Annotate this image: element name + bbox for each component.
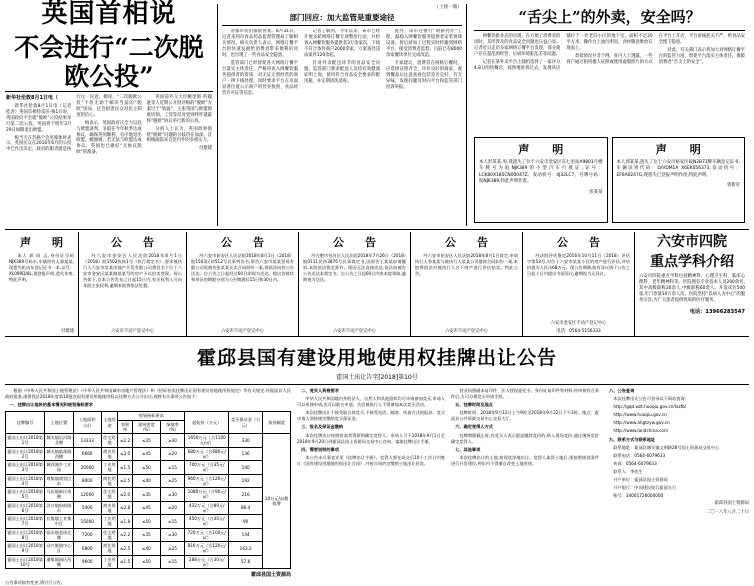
main-headline-block — [5, 0, 213, 92]
notice-issuer: 六安市不动产登记中心 — [333, 329, 376, 334]
land-notice-title: 霍邱县国有建设用地使用权挂牌出让公告 — [196, 347, 557, 369]
cell-price: 1650万元（合1100元/㎡） — [185, 434, 229, 448]
table-row — [6, 501, 291, 515]
land-notice-number: 霍国土出让告字[2018]第10号 — [5, 372, 749, 385]
land-website[interactable]: http://www.huoqiu.gov.cn — [613, 412, 667, 418]
cell-far: ≤2.5 — [118, 474, 133, 488]
th-far: 容积率 — [118, 420, 133, 434]
land-section-heading: 一、挂牌出让地块的基本情况和规划指标要求 — [9, 402, 93, 408]
notice-announcement-2 — [187, 232, 299, 336]
land-paragraph: 本次挂牌出让按照价高者得原则确定竞得人。申请人可于2018年9月1日至2018年9月20日到霍邱县国土资源局交易中心咨询、索取挂牌出让手册。 — [297, 432, 445, 444]
cell-parcel-id: 霍国土出让2018第4号 — [7, 475, 43, 486]
notice-body — [83, 253, 182, 326]
declaration-left-heading: 声 明 — [518, 143, 570, 156]
cell-deposit: 216 — [229, 488, 263, 502]
middle-column — [217, 4, 467, 226]
th-deposit: 竞买保证金（万元） — [229, 412, 263, 434]
middle-paragraph: 监管部门已经督促各大网络订餐平台落实主体责任，严格审查入网餐饮服务提供者的资质，对无证无照经营的商户一律下线处理。同时要求平台在页面显著位置公示商户的营业执照、食品经营许可证等信息。 — [222, 61, 298, 97]
hospital-description: 六安市四院重点学科包括精神科、心理卫生科、临床心理科、老年精神科等。医院拥有专业技术人员200余名,其中高级职称30余人,中级职称60余人。开设床位500张,年门诊量10万余人次。医院坚持“以病人为中心”的服务宗旨,为广大患者提供优质的医疗服务。 — [639, 273, 745, 304]
cell-green: ≥25 — [160, 474, 185, 488]
land-account-bank: 开户银行：中国建设银行霍邱支行 — [613, 485, 677, 491]
cell-green: ≥15 — [160, 461, 185, 475]
cell-green: ≥20 — [160, 501, 185, 515]
left-paragraph: 新华社伦敦8月1日电（记者 桂涛）英国首相特雷莎·梅1日说，英国政府不会就“脱欧”公投结果举行第二次公投，英国将于明年3月29日如期退出欧盟。 — [6, 103, 72, 133]
cell-deposit: 163.2 — [229, 542, 263, 556]
hospital-ad — [635, 232, 749, 336]
table-header-row — [6, 412, 291, 420]
land-paragraph: 本次挂牌出让不接受联合体竞买,不接受电话、邮寄、传真方式的报价。竞买申请人须按规定缴纳竞买保证金。 — [297, 410, 445, 422]
notice-announcement-3 — [299, 232, 411, 336]
cell-price: 700万元（合35元/㎡） — [185, 461, 229, 475]
left-column — [5, 0, 213, 226]
cell-far: ≤2.0 — [118, 488, 133, 502]
cell-far: ≤2.8 — [118, 501, 133, 515]
cell-green: ≥20 — [160, 447, 185, 461]
cell-parcel-id: 霍国土出让2018第8号 — [7, 529, 43, 540]
declaration-right — [612, 137, 746, 223]
left-signature: 付建建 — [199, 146, 212, 152]
cell-far: ≤2.2 — [118, 528, 133, 542]
notice-body — [415, 253, 518, 326]
cell-density: ≤40 — [133, 474, 161, 488]
cell-location: 临水镇老街北侧 — [46, 529, 72, 540]
cell-far: ≤1.8 — [118, 515, 133, 529]
land-paragraph: 中华人民共和国境内外的法人、自然人和其他组织均可申请参加竞买,申请人可以单独申请,也可以联合申请。失信被执行人不得参加本次竞买活动。 — [297, 396, 445, 408]
cell-location: 河口镇府前路东 — [46, 502, 72, 513]
declaration-left — [474, 137, 608, 223]
notice-text: 经六安市裕安区人民法院2018年8月1日裁定,申请执行人李某某与被执行人某某公司借款合同纠纷一案,本院将依法对被执行人名下财产进行评估拍卖。特此公告。 — [415, 253, 518, 276]
declaration-right-signature: 曾新军 — [726, 183, 740, 189]
headline-line-1: 英国首相说 — [41, 0, 177, 30]
th-parcel-id: 挂牌编号 — [6, 412, 45, 434]
table-row — [6, 461, 291, 475]
middle-paragraph: 针对外卖配送环节的食品安全问题，监管部门要求配送人员持有效健康证明上岗，使用符合食品安全要求的配送箱，并定期清洗消毒。 — [304, 61, 380, 85]
cell-deposit: 330 — [229, 434, 263, 448]
th-location: 土地位置 — [45, 412, 74, 434]
cell-price: 288万元（合30元/㎡） — [185, 555, 229, 569]
cell-area: 15000 — [73, 515, 101, 529]
headline-line-2: 不会进行“二次脱欧公投” — [14, 33, 204, 91]
right-paragraph: 对此，有关部门表示将加大对网络订餐平台的监管力度，督促平台落实主体责任，保障消费者“舌尖上的安全”。 — [658, 48, 745, 66]
cell-location: 潘集镇园区西侧 — [46, 556, 72, 567]
land-notice-columns — [5, 388, 749, 578]
land-account-number: 账号：34001726000000 — [613, 493, 664, 499]
cell-use: 商业用地 — [103, 448, 116, 459]
left-article-body — [5, 92, 213, 220]
cell-use: 住宅用地 — [103, 435, 116, 446]
notice-heading: 声 明 — [20, 236, 68, 249]
right-column — [471, 4, 745, 226]
cell-parcel-id: 霍国土出让2018第2号 — [7, 448, 43, 459]
notice-heading: 公 告 — [221, 236, 269, 249]
land-column-1 — [5, 388, 291, 578]
right-article-title: “舌尖上”的外卖，安全吗？ — [474, 4, 745, 31]
cell-location: 长集镇工业集中区 — [46, 516, 72, 527]
th-increment: 加价幅度 — [263, 412, 291, 434]
table-row — [6, 474, 291, 488]
cell-use: 工业用地 — [103, 516, 116, 527]
table-row — [6, 488, 291, 502]
middle-paragraph: 专家建议，消费者在网络订餐时，应选择证照齐全、评价良好的商家，收到餐品后注意查看包装是否完好、有无异味，发现问题及时向平台和监管部门投诉举报。 — [386, 61, 462, 91]
cell-area: 7200 — [73, 528, 101, 542]
notice-issuer: 六安市不动产登记中心 — [221, 329, 264, 334]
cell-area: 13333 — [73, 434, 101, 448]
land-column-3 — [451, 388, 599, 578]
cell-green: ≥30 — [160, 488, 185, 502]
land-bottom-note: 公告事项如有变更,将另行公告。 — [5, 580, 65, 586]
notice-body — [303, 253, 406, 326]
left-article-dateline: 新华社伦敦8月1日电（ — [6, 95, 58, 101]
cell-parcel-id: 霍国土出让2018第7号 — [7, 516, 43, 527]
right-paragraph: 类似情况并非个例。业内人士透露，一些商户通过租用他人证照或使用虚假照片的方式在平台上开店，平台审核把关不严，给食品安全埋下隐患。 — [566, 34, 745, 66]
notice-phone: 电话：0564-5156333 — [556, 329, 601, 334]
land-contact-address: 联系地址：霍邱县城关镇文明路28号国土资源局交易中心 — [613, 444, 720, 450]
cell-use: 住宅用地 — [103, 489, 116, 500]
cell-parcel-id: 霍国土出让2018第5号 — [7, 489, 43, 500]
cell-area: 5400 — [73, 501, 101, 515]
cell-price: 960万元（合120元/㎡） — [185, 474, 229, 488]
cell-parcel-id: 霍国土出让2018第9号 — [7, 543, 43, 554]
th-start-price: 起始价（万元） — [185, 412, 229, 434]
cell-far: ≤3.0 — [118, 447, 133, 461]
cell-parcel-id: 霍国土出让2018第6号 — [7, 502, 43, 513]
land-section-heading: 三、报名及保证金缴纳 — [301, 424, 344, 430]
cell-area: 12000 — [73, 488, 101, 502]
th-use: 土地用途 — [101, 412, 117, 434]
continuation-marker: （上接一版） — [434, 5, 462, 10]
hospital-name: 六安市四院 — [657, 234, 727, 250]
right-paragraph: 网餐饮新业态的出现，在方便了消费者的同时，其所涉及的食品安全问题也日益凸显。记者近日走访多家网络订餐平台发现，部分商户存在超范围经营、后厨环境脏乱差等问题。 — [474, 34, 561, 58]
notice-heading: 公 告 — [445, 236, 493, 249]
cell-parcel-id: 霍国土出让2018第1号 — [7, 435, 43, 446]
notice-text: 经六安市金安区人民法院2018年8月1日（2018）皖1502执恢1号《执行裁定书》,要求被执行人六安市某某房地产开发有限公司将其名下位于六安市金安区某某路某某号的房产予以拍卖变现。现公告如下,自本公告发布之日起15日内,有关权利人可向本院主张权利,逾期本院将依法处置。 — [83, 253, 182, 288]
notice-row — [5, 229, 749, 337]
th-green: 绿地率（%） — [160, 420, 185, 434]
notice-issuer: 六安市金安区不动产登记中心 — [550, 321, 607, 326]
cell-use: 商住用地 — [103, 475, 116, 486]
notice-text: 经六安市裕安区人民法院2018年8月1日（2018）皖1503民初512号民事判决书,原告六安市某某贸易有限公司诉被告张某某买卖合同纠纷一案,现依法向你公告送达。自公告之日起经过60日即视为送达。提出答辩状和举证的期限分别为公告期满后15日和30日内。 — [191, 253, 294, 282]
cell-location: 城关镇沿河路北侧 — [46, 435, 72, 446]
cell-price: 1080万元（合90元/㎡） — [185, 488, 229, 502]
cell-far: ≤2.2 — [118, 434, 133, 448]
right-article-body — [474, 31, 745, 135]
cell-density: ≤50 — [133, 515, 161, 529]
notice-heading: 公 告 — [111, 236, 159, 249]
cell-location: 马店镇新区南侧 — [46, 489, 72, 500]
declaration-right-heading: 声 明 — [655, 143, 707, 156]
middle-paragraph: 此外，该市还推行“明厨亮灶”工程，鼓励入网餐饮服务提供者安装视频设备，将后厨加工过程实时传输到网络平台，接受消费者监督。目前已有8000余家餐饮单位完成改造。 — [386, 29, 462, 59]
cell-area: 9600 — [73, 555, 101, 569]
notice-text: 经法院评估鉴定2016年10月11日（2018）评估字第53号,对位于六安市某某小区的房产进行评估,评估价值为人民币68万元。现公告期满,如有异议请于公告之日起十日内提出书面异议,逾期视为无异议。 — [527, 253, 630, 276]
land-issuer: 霍邱县国土资源局 — [714, 501, 749, 507]
hospital-phone[interactable]: 电话：13966283547 — [689, 308, 745, 315]
land-website[interactable]: http://gqd.wzt.huoqiu.gov.cn/lxzfb/ — [613, 404, 687, 410]
table-row — [6, 515, 291, 529]
left-paragraph: 梅表示，英国政府正全力以赴与欧盟谈判，争取在今年秋季达成协议，确保英国顺利、有序地退出欧盟。她强调，若无法与欧盟达成协议，英国也已做好“无协议脱欧”的准备。 — [76, 120, 142, 156]
top-section — [5, 0, 749, 226]
land-paragraph: 挂牌期限截止时,有竞买人表示愿意继续竞价的,转入现场竞价,通过现场竞价确定竞得人。 — [450, 432, 599, 444]
notice-text: 本人 郭 同 志,身份证号码 NJK389号码车,车辆所有人郭某某,现遗失机动车登记证书一本,证号：XL099D/8L,现登报声明,遗失作废,特此声明。 — [9, 253, 74, 282]
cell-deposit: 90 — [229, 515, 263, 529]
middle-paragraph: 记者了解到，今年以来，该市已经开展多轮网络订餐专项整治行动，共检查入网餐饮服务提供者3万余家次，下线不符合条件商户2000余家，立案查处违法案件120余起。 — [304, 29, 380, 59]
cell-deposit: 86.4 — [229, 501, 263, 515]
cell-use: 工业用地 — [103, 556, 116, 567]
cell-green: ≥30 — [160, 434, 185, 448]
notice-announcement-1 — [79, 232, 187, 336]
declaration-pair — [474, 137, 745, 223]
middle-paragraph: 帝都市民们都很喜欢。8月31日，记者来到市食品药品监督管理局了解相关情况。相关负责人表示，网络订餐平台的快速发展给消费者带来便利的同时，也出现了一些食品安全隐患。 — [222, 29, 298, 59]
cell-price: 432万元（合80元/㎡） — [185, 501, 229, 515]
land-contact-person: 联系人：李先生 — [613, 468, 643, 474]
land-contact-phone[interactable]: 联系电话：0564-6079633 — [613, 452, 666, 458]
cell-far: ≤2.5 — [118, 542, 133, 556]
left-paragraph: 分析人士认为，英国政界围绕“脱欧”问题的分歧仍在加深，首相梅面临来自党内外的多重压力。 — [146, 126, 212, 144]
land-contact-fax: 传真：0564-6079633 — [613, 460, 657, 466]
notice-issuer: 六安市不动产登记中心 — [111, 329, 154, 334]
cell-location: 城关镇临淮路西侧 — [46, 448, 72, 459]
cell-green: ≥15 — [160, 515, 185, 529]
land-account-holder: 开户单位：霍邱县国土资源局 — [613, 477, 668, 483]
land-section-heading: 四、需要说明的事项 — [301, 446, 339, 452]
cell-green: ≥25 — [160, 542, 185, 556]
land-section-heading: 九、联系方式与联系地址 — [609, 436, 656, 442]
cell-density: ≤35 — [133, 528, 161, 542]
table-row — [6, 434, 291, 448]
cell-deposit: 192 — [229, 474, 263, 488]
declaration-right-body: 本人郭某某,遗失了位于六安市裕安区皖N2B73牌车辆登记证书,车辆识别代码：LVVDM1A X6EK056373,发动机号：EF6A0247G,现遗失已登报声明作废,特此声明。 — [616, 160, 740, 178]
land-paragraph: 挂牌时间：2018年9月12日上午9时至2018年9月22日下午3时。地点：霍邱县公共资源交易中心交易大厅。 — [450, 410, 599, 422]
notice-heading: 公 告 — [557, 236, 605, 249]
left-paragraph: 梅当天在苏格兰会见媒体时表示，英国民众在2016年6月的公投中已作出决定，政府的职责就是执行这一民意。她说，“二次脱欧公投”不但无助于解决当前的“脱欧”困局，还会损害民众对民主制度的信心。 — [6, 95, 142, 153]
cell-area: 6800 — [73, 542, 101, 556]
cell-parcel-id: 霍国土出让2018第3号 — [7, 462, 43, 473]
land-section-heading: 六、确定竞得人方式 — [455, 424, 493, 430]
cell-density: ≤40 — [133, 542, 161, 556]
cell-deposit: 144 — [229, 528, 263, 542]
cell-price: 450万元（合30元/㎡） — [185, 515, 229, 529]
cell-use: 商住用地 — [103, 543, 116, 554]
land-section-heading: 五、挂牌时间及地点 — [455, 402, 493, 408]
table-row — [6, 528, 291, 542]
land-website[interactable]: http://www.ahgtzyw.gov.cn — [613, 420, 670, 426]
land-parcel-table — [5, 411, 291, 569]
cell-area: 6666 — [73, 447, 101, 461]
cell-parcel-id: 霍国土出让2018第10号 — [7, 556, 43, 567]
cell-density: ≤50 — [133, 555, 161, 569]
cell-use: 商业用地 — [103, 502, 116, 513]
land-section-heading: 二、竞买人资格要求 — [301, 388, 339, 393]
land-issue-date: 二〇一八年八月二十日 — [706, 509, 749, 515]
th-area: 土地面积（㎡） — [73, 412, 101, 434]
cell-density: ≤35 — [133, 434, 161, 448]
th-density: 建筑密度（%） — [133, 420, 161, 434]
cell-area: 20000 — [73, 461, 101, 475]
land-paragraph: 本次挂牌出让公告可登录以下网站查询： — [613, 396, 689, 402]
notice-declaration — [5, 232, 79, 336]
cell-deposit: 136 — [229, 447, 263, 461]
land-auction-notice — [5, 340, 749, 586]
notice-text: 经合肥市包河区人民法院2018年7月26日（2018）皖0111民初3876号民事裁定书,因原告王某某申请撤诉,本院依法裁定准许。现因无法直接送达,依法向被告公告送达本裁定书。自公告之日起60日内来本院领取,逾期视为送达。 — [303, 253, 406, 282]
cell-increment: 10万元/亩整数增 — [263, 434, 291, 569]
middle-article-body — [222, 29, 462, 225]
notice-heading: 公 告 — [333, 236, 381, 249]
cell-deposit: 57.6 — [229, 555, 263, 569]
land-paragraph: 本公告未尽事宜详见《挂牌出让手册》。竞得人须在成交后10个工作日内签订《国有建设用地使用权出让合同》,并按合同约定缴纳土地出让价款。 — [297, 454, 445, 466]
left-paragraph: 英国前外交大臣鲍里斯·约翰逊等人近期公开批评梅的“脱欧”方案过于“软弱”，主张英国与欧盟彻底切割。工党等反对党则呼吁就最终“脱欧”协议举行新的公投。 — [146, 95, 212, 124]
cell-density: ≤45 — [133, 447, 161, 461]
cell-deposit: 140 — [229, 461, 263, 475]
land-intro — [5, 388, 291, 408]
cell-far: ≤1.5 — [118, 461, 133, 475]
table-row — [6, 542, 291, 556]
declaration-left-signature: 彭某某 — [589, 189, 603, 195]
notice-announcement-4 — [411, 232, 523, 336]
th-planning: 规划指标要求 — [118, 412, 185, 420]
table-row — [6, 447, 291, 461]
notice-issuer: 六安市不动产登记中心 — [445, 329, 488, 334]
declaration-left-body: 本人彭某某,男,我遗失了位于六安市金安区东七里站A9801号楼车牌号为皖NJK389的小型汽车行驶证,证号：LCK80X185CN00047Z、发动机号：4J32LC7、号牌号码：皖NJK389,特此声明作废。 — [479, 160, 603, 185]
cell-location: 众兴集镇中心区 — [46, 543, 72, 554]
right-paragraph: 记者在某外卖平台上随机选择了一家评分4.8分的快餐店，按照地址找过去，发现该店铺位于一处老旧小区的地下室，面积不足20平方米，操作台上油污明显，食材随意堆放在地面上。 — [474, 34, 653, 72]
cell-green: ≥15 — [160, 555, 185, 569]
cell-price: 816万元（合120元/㎡） — [185, 542, 229, 556]
land-website[interactable]: http://www.landchina.com — [613, 428, 669, 434]
notice-signature: 付建建 — [61, 329, 74, 334]
land-table-issuer: 霍邱县国土资源局 — [250, 572, 291, 579]
cell-price: 680万元（合680元/㎡） — [185, 447, 229, 461]
cell-density: ≤45 — [133, 501, 161, 515]
land-column-2 — [297, 388, 445, 578]
cell-use: 住宅用地 — [103, 529, 116, 540]
cell-density: ≤50 — [133, 461, 161, 475]
cell-use: 工业用地 — [103, 462, 116, 473]
land-intro-paragraph: 根据《中华人民共和国土地管理法》《中华人民共和国城市房地产管理法》和《招标拍卖挂牌出让国有建设用地使用权规定》等有关规定,经霍邱县人民政府批准,现将我县2018年度第10批次国有建设用地使用权以挂牌方式公开出让,现将有关事项公告如下： — [5, 388, 291, 400]
cell-green: ≥30 — [160, 528, 185, 542]
land-paragraph: 营业执照副本复印件、法人授权委托书、身份证复印件等材料,经审核符合条件后,方可办理竞买申请手续。 — [450, 388, 599, 400]
cell-density: ≤35 — [133, 488, 161, 502]
cell-location: 周集镇商贸区东 — [46, 475, 72, 486]
middle-article-title: 部门回应：加大监管是重要途径 — [222, 12, 462, 26]
land-column-4 — [605, 388, 749, 578]
cell-far: ≤1.5 — [118, 555, 133, 569]
notice-body — [191, 253, 294, 326]
land-paragraph: 本次挂牌出让的土地,按现状净地出让。竞得人取得土地后,须按照规划条件进行开发建设,两年内不得擅自改变土地用途。 — [450, 454, 599, 466]
notice-announcement-5 — [523, 232, 635, 336]
table-row — [6, 555, 291, 569]
hospital-subtitle: 重点学科介绍 — [650, 253, 734, 270]
cell-area: 8000 — [73, 474, 101, 488]
notice-body — [527, 253, 630, 318]
cell-price: 720万元（合100元/㎡） — [185, 528, 229, 542]
land-section-heading: 八、公告查询 — [609, 388, 635, 393]
cell-location: 城西湖乡工业园 — [46, 462, 72, 473]
land-section-heading: 七、其他事项 — [455, 446, 481, 452]
notice-body — [9, 253, 74, 328]
land-table-body — [6, 434, 291, 569]
